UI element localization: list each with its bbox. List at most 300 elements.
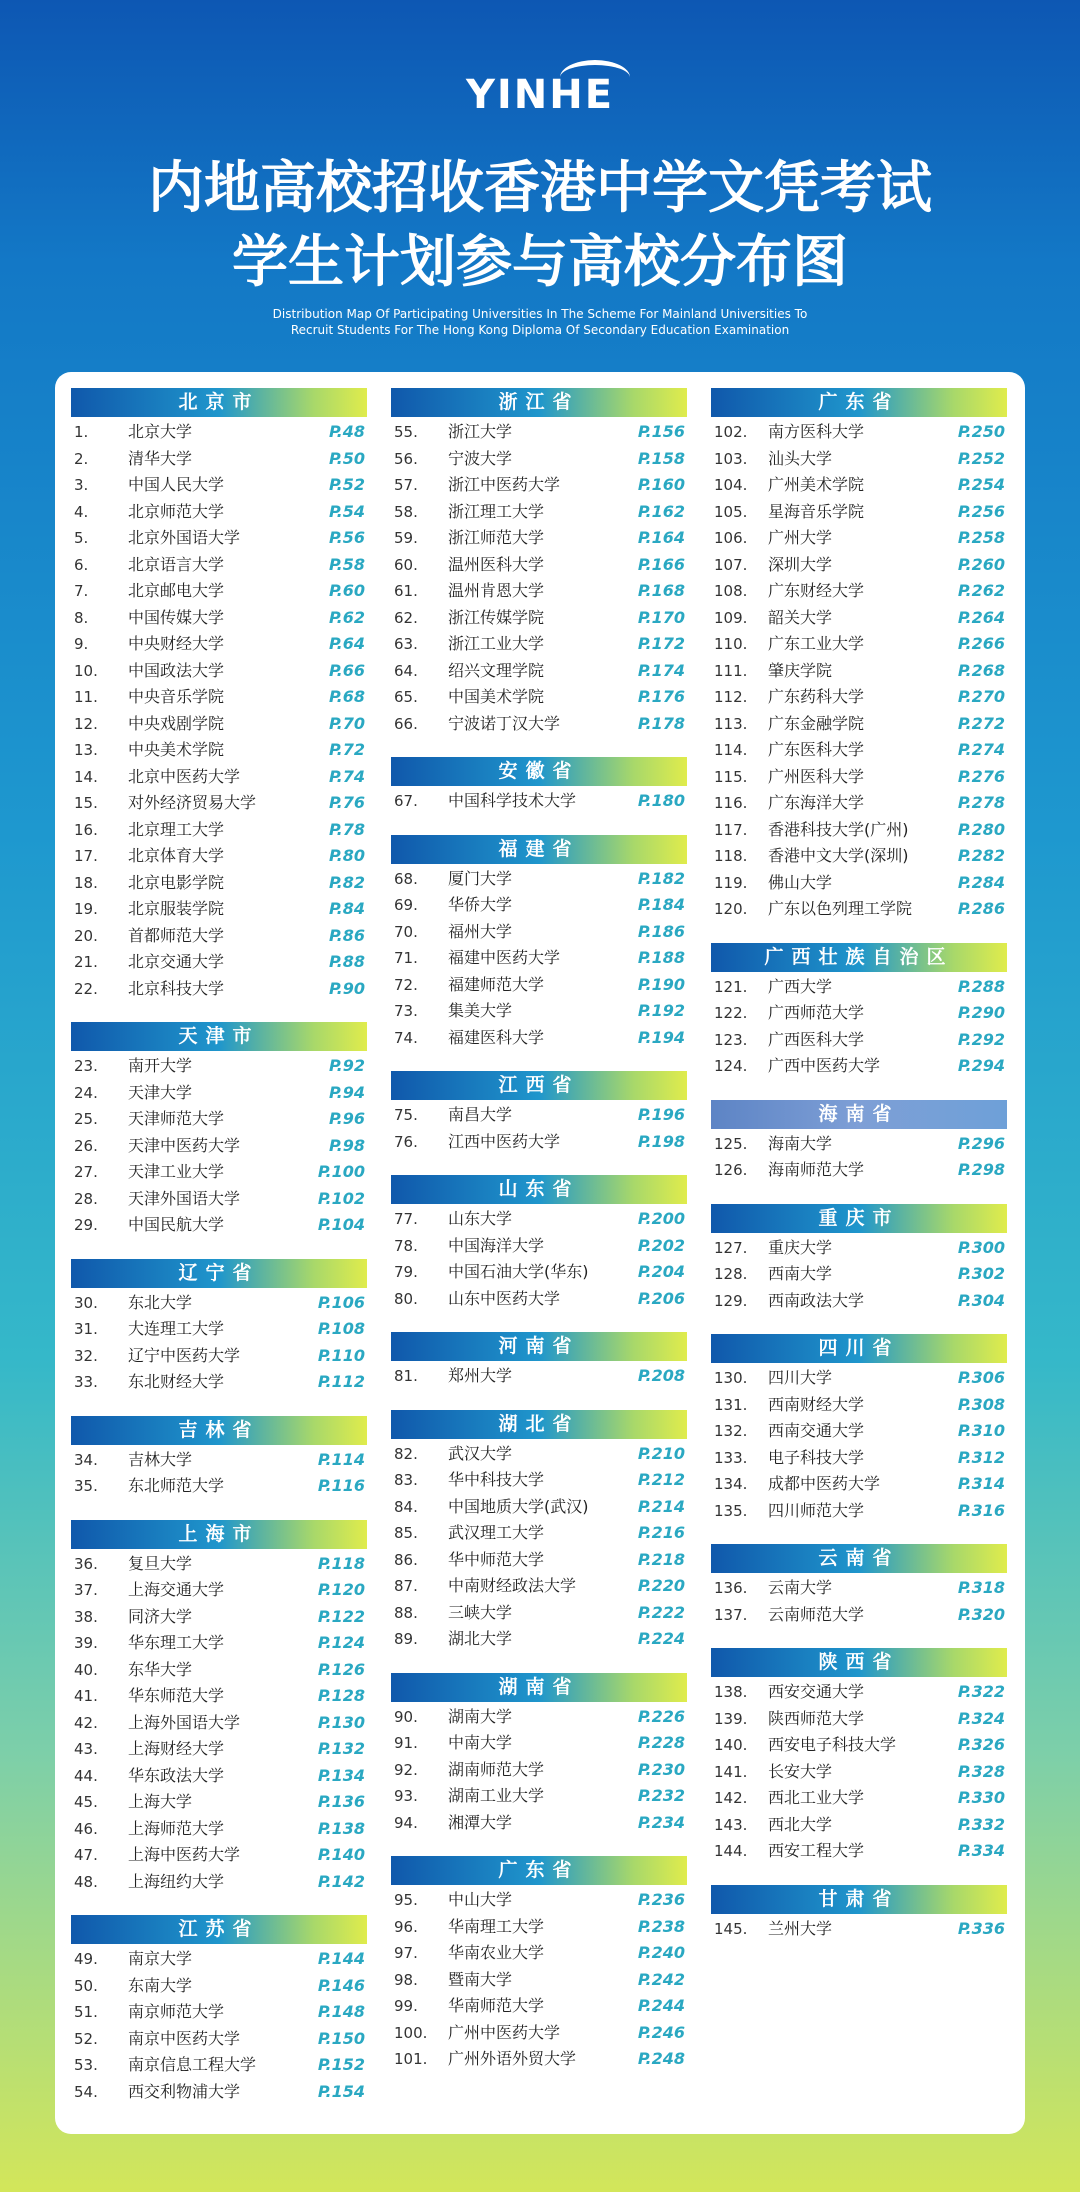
list-item-page: P.216 [637,1523,685,1542]
list-item-name: 成都中医药大学 [768,1474,881,1493]
region-section [71,1915,367,2105]
list-item-number: 140. [714,1736,748,1754]
list-item-page: P.250 [957,422,1005,441]
list-item [71,1053,367,1080]
list-item [711,552,1007,579]
list-item-name: 福建医科大学 [448,1027,545,1047]
list-item [391,1259,687,1286]
list-item [711,1392,1007,1419]
list-item-page: P.256 [957,501,1005,521]
list-item [711,1471,1007,1498]
list-item-number: 29. [74,1216,98,1234]
list-item-page: P.184 [637,895,685,914]
list-item-name: 云南大学 [768,1578,833,1597]
list-item [711,764,1007,791]
list-item-page: P.84 [329,899,365,918]
list-item-name: 广州大学 [768,528,833,547]
list-item [711,684,1007,711]
list-item-number: 103. [714,449,748,468]
list-item-number: 126. [714,1161,748,1179]
list-item [71,1657,367,1684]
list-item [711,896,1007,923]
list-item [71,1604,367,1631]
list-item [391,1940,687,1967]
list-item-page: P.294 [957,1056,1005,1075]
list-item [71,684,367,711]
region-section [711,943,1007,1080]
list-item [71,1473,367,1500]
list-item-name: 华东师范大学 [128,1686,225,1705]
list-item [71,2079,367,2106]
list-item-number: 62. [394,608,418,627]
list-item-page: P.122 [317,1606,365,1626]
list-item-name: 华中科技大学 [448,1470,545,1489]
region-section [71,1520,367,1896]
list-item [711,1000,1007,1027]
list-item-number: 118. [714,847,748,865]
list-item-number: 1. [74,423,89,441]
list-item-page: P.164 [637,528,685,547]
list-item-page: P.156 [637,422,685,441]
list-item-number: 5. [74,529,89,547]
list-item-name: 北京交通大学 [128,952,225,971]
list-item [391,1129,687,1156]
list-item-number: 101. [394,2050,428,2068]
region-header: 江西省 [391,1071,687,1100]
list-item-name: 南京大学 [128,1949,193,1968]
list-item [391,972,687,999]
list-item-number: 25. [74,1110,98,1128]
list-item-name: 武汉大学 [448,1443,513,1463]
list-item-page: P.270 [957,687,1005,706]
region-section [391,388,687,737]
university-list [71,1445,367,1500]
list-item-number: 81. [394,1367,418,1385]
list-item-name: 陕西师范大学 [768,1708,865,1728]
list-item [71,790,367,817]
list-item-number: 15. [74,794,98,812]
list-item-page: P.78 [329,819,365,839]
list-item-name: 广东金融学院 [768,713,865,733]
list-item-page: P.152 [317,2055,365,2074]
list-item-number: 114. [714,741,748,759]
list-item-name: 华侨大学 [448,895,513,914]
list-item-number: 2. [74,449,89,468]
list-item [711,711,1007,738]
list-item-name: 西南交通大学 [768,1421,865,1440]
list-item-number: 119. [714,873,748,892]
list-item-name: 南昌大学 [448,1105,513,1124]
list-item-number: 92. [394,1760,418,1779]
list-item [71,949,367,976]
list-item-number: 31. [74,1320,98,1338]
list-item [71,1869,367,1896]
list-item-page: P.114 [317,1449,365,1469]
list-item-number: 71. [394,949,418,967]
list-item [71,737,367,764]
list-item-name: 山东中医药大学 [448,1288,561,1308]
list-item [391,552,687,579]
list-item [71,605,367,632]
list-item-page: P.144 [317,1949,365,1968]
list-item-number: 56. [394,449,418,468]
list-item-number: 111. [714,661,748,680]
list-item-page: P.298 [957,1160,1005,1179]
list-item-number: 93. [394,1787,418,1805]
list-item-number: 128. [714,1265,748,1283]
list-item-number: 8. [74,608,89,627]
list-item [391,419,687,446]
list-item [711,578,1007,605]
list-item [711,446,1007,473]
region-section [711,388,1007,923]
list-item-page: P.166 [637,554,685,574]
list-item [391,1025,687,1052]
list-item-number: 11. [74,688,98,706]
logo [0,72,1080,118]
list-item-page: P.128 [317,1686,365,1705]
list-item [391,2020,687,2047]
list-item-number: 120. [714,900,748,918]
list-item-page: P.206 [637,1288,685,1308]
list-item-name: 中南大学 [448,1733,513,1752]
list-item-page: P.162 [637,501,685,521]
list-item-name: 中国民航大学 [128,1215,225,1234]
list-item [711,790,1007,817]
list-item [71,1186,367,1213]
column-2 [391,388,687,2093]
list-item-page: P.278 [957,793,1005,812]
list-item-name: 南开大学 [128,1056,193,1075]
list-item-page: P.178 [637,713,685,733]
list-item-page: P.284 [957,872,1005,892]
list-item-name: 西南政法大学 [768,1290,865,1310]
list-item-number: 85. [394,1524,418,1542]
list-item-name: 星海音乐学院 [768,501,865,521]
region-header: 广西壮族自治区 [711,943,1007,972]
list-item [71,1816,367,1843]
list-item-number: 79. [394,1263,418,1281]
list-item-number: 95. [394,1891,418,1909]
list-item-name: 南京师范大学 [128,2002,225,2021]
list-item-name: 北京中医药大学 [128,766,241,786]
list-item-number: 123. [714,1030,748,1049]
list-item-name: 深圳大学 [768,554,833,574]
list-item [71,525,367,552]
list-item [711,1157,1007,1184]
university-list [71,1549,367,1896]
list-item-page: P.148 [317,2002,365,2021]
list-item-number: 6. [74,555,89,574]
university-list [711,1233,1007,1315]
list-item-name: 湖北大学 [448,1629,513,1648]
list-item-number: 24. [74,1083,98,1102]
list-item-page: P.108 [317,1319,365,1338]
list-item-page: P.228 [637,1733,685,1752]
list-item-name: 中山大学 [448,1890,513,1909]
list-item-name: 上海纽约大学 [128,1871,225,1891]
list-item-page: P.238 [637,1916,685,1936]
subtitle-line-1: Distribution Map Of Participating Universities In The Scheme For Mainland Universities To [272,307,808,321]
list-item [391,945,687,972]
list-item [71,764,367,791]
list-item-name: 云南师范大学 [768,1604,865,1624]
list-item-name: 湖南大学 [448,1706,513,1726]
list-item-page: P.190 [637,974,685,994]
list-item-name: 清华大学 [128,448,193,468]
list-item-number: 86. [394,1550,418,1569]
list-item-number: 105. [714,502,748,521]
list-item-page: P.312 [957,1447,1005,1467]
list-item-page: P.244 [637,1996,685,2015]
list-item [71,1551,367,1578]
list-item [711,1235,1007,1262]
list-item [71,2026,367,2053]
column-3 [711,388,1007,1962]
list-item-name: 华南理工大学 [448,1916,545,1936]
list-item [71,1316,367,1343]
list-item [391,1993,687,2020]
list-item-page: P.94 [329,1082,365,1102]
list-item-number: 58. [394,502,418,521]
list-item-name: 集美大学 [448,1001,513,1020]
list-item [71,1842,367,1869]
list-item-name: 兰州大学 [768,1918,833,1938]
list-item-page: P.160 [637,475,685,494]
list-item-name: 中国人民大学 [128,475,225,494]
list-item-number: 72. [394,975,418,994]
list-item-name: 广州中医药大学 [448,2022,561,2042]
list-item [391,711,687,738]
region-header: 天津市 [71,1022,367,1051]
list-item-number: 124. [714,1057,748,1075]
list-item-name: 四川师范大学 [768,1500,865,1520]
list-item-name: 中国传媒大学 [128,607,225,627]
list-item-name: 首都师范大学 [128,925,225,945]
list-item-name: 湖南师范大学 [448,1759,545,1779]
list-item-number: 144. [714,1842,748,1860]
list-item-number: 57. [394,476,418,494]
region-section [711,1204,1007,1315]
list-item-page: P.102 [317,1188,365,1208]
list-item-number: 14. [74,767,98,786]
list-item-page: P.306 [957,1368,1005,1387]
list-item-page: P.218 [637,1549,685,1569]
list-item-page: P.130 [317,1712,365,1732]
list-item-page: P.296 [957,1133,1005,1153]
list-item-number: 83. [394,1471,418,1489]
region-section [711,1334,1007,1524]
list-item [711,1027,1007,1054]
list-item-number: 73. [394,1002,418,1020]
list-item-number: 112. [714,688,748,706]
list-item-number: 139. [714,1709,748,1728]
list-item-name: 长安大学 [768,1761,833,1781]
list-item [711,1759,1007,1786]
list-item-name: 北京科技大学 [128,978,225,998]
list-item-name: 西北大学 [768,1814,833,1834]
list-item-name: 中央财经大学 [128,634,225,653]
list-item-number: 42. [74,1713,98,1732]
list-item-name: 天津外国语大学 [128,1188,241,1208]
list-item [71,499,367,526]
list-item-name: 东南大学 [128,1975,193,1995]
region-header: 辽宁省 [71,1259,367,1288]
list-item-name: 辽宁中医药大学 [128,1345,241,1365]
list-item-number: 136. [714,1579,748,1597]
university-list [71,1288,367,1396]
list-item [71,658,367,685]
list-item-page: P.74 [329,766,365,786]
list-item-page: P.134 [317,1765,365,1785]
list-item-name: 中央戏剧学院 [128,713,225,733]
list-item-page: P.268 [957,660,1005,680]
list-item-number: 142. [714,1789,748,1807]
list-item-number: 102. [714,423,748,441]
list-item-page: P.90 [329,978,365,998]
list-item-page: P.198 [637,1131,685,1151]
list-item [391,684,687,711]
list-item [71,1789,367,1816]
list-item [391,499,687,526]
list-item [391,1573,687,1600]
list-item-number: 30. [74,1293,98,1312]
list-item [391,605,687,632]
list-item-page: P.324 [957,1708,1005,1728]
list-item [391,1626,687,1653]
list-item-number: 115. [714,767,748,786]
list-item-number: 130. [714,1369,748,1387]
list-item-name: 汕头大学 [768,448,833,468]
list-item [711,1679,1007,1706]
list-item-page: P.214 [637,1496,685,1516]
list-item-name: 同济大学 [128,1606,193,1626]
list-item-name: 中国政法大学 [128,660,225,680]
region-header: 云南省 [711,1544,1007,1573]
list-item [391,658,687,685]
list-item-number: 77. [394,1210,418,1228]
list-item [391,631,687,658]
list-item-page: P.140 [317,1845,365,1864]
list-item [71,578,367,605]
list-item-page: P.322 [957,1682,1005,1701]
region-section [71,1022,367,1239]
list-item-number: 135. [714,1501,748,1520]
list-item [71,711,367,738]
list-item-name: 三峡大学 [448,1602,513,1622]
list-item-number: 104. [714,476,748,494]
list-item-number: 122. [714,1004,748,1022]
list-item-number: 141. [714,1762,748,1781]
university-list [711,1573,1007,1628]
list-item-number: 78. [394,1236,418,1255]
region-header: 陕西省 [711,1648,1007,1677]
list-item-page: P.336 [957,1918,1005,1938]
list-item-page: P.112 [317,1372,365,1391]
list-item [71,896,367,923]
logo-swoosh-icon [560,60,630,95]
list-item-number: 107. [714,555,748,574]
list-item [391,1233,687,1260]
list-item-name: 广州外语外贸大学 [448,2049,577,2068]
list-item-page: P.132 [317,1739,365,1758]
list-item [71,446,367,473]
list-item-name: 上海交通大学 [128,1580,225,1599]
list-item-page: P.234 [637,1812,685,1832]
list-item-name: 西安交通大学 [768,1682,865,1701]
list-item [391,1757,687,1784]
list-item-number: 70. [394,922,418,941]
list-item-name: 肇庆学院 [768,660,833,680]
list-item-name: 中国海洋大学 [448,1235,545,1255]
list-item-number: 54. [74,2082,98,2101]
list-item-name: 厦门大学 [448,868,513,888]
list-item-number: 138. [714,1683,748,1701]
list-item-page: P.64 [329,634,365,653]
university-list [711,1363,1007,1524]
list-item-name: 吉林大学 [128,1449,193,1469]
list-item-name: 东北师范大学 [128,1476,225,1495]
list-item [711,525,1007,552]
list-item-name: 香港中文大学(深圳) [768,846,909,865]
list-item-number: 10. [74,661,98,680]
list-item [391,866,687,893]
page-title [0,152,1080,300]
list-item-number: 63. [394,635,418,653]
region-header: 北京市 [71,388,367,417]
list-item-name: 上海师范大学 [128,1818,225,1838]
title-line-2: 学生计划参与高校分布图 [232,230,848,295]
university-list [711,972,1007,1080]
list-item [391,1363,687,1390]
list-item-number: 94. [394,1813,418,1832]
list-item-name: 华东政法大学 [128,1765,225,1785]
list-item-number: 46. [74,1819,98,1838]
list-item-name: 北京体育大学 [128,846,225,865]
list-item [711,737,1007,764]
list-item-number: 3. [74,476,89,494]
university-list [71,1944,367,2105]
university-list [71,1051,367,1239]
list-item [391,1441,687,1468]
list-item-number: 4. [74,502,89,521]
list-item-name: 香港科技大学(广州) [768,819,909,839]
list-item-name: 韶关大学 [768,607,833,627]
list-item-page: P.170 [637,607,685,627]
region-section [391,1856,687,2073]
list-item-number: 35. [74,1477,98,1495]
list-item-number: 17. [74,847,98,865]
list-item-page: P.300 [957,1237,1005,1257]
list-item-number: 47. [74,1846,98,1864]
list-item [71,1763,367,1790]
list-item-page: P.266 [957,634,1005,653]
list-item-page: P.66 [329,660,365,680]
list-item [391,2046,687,2073]
list-item-name: 上海大学 [128,1792,193,1811]
university-list [391,1361,687,1390]
list-item-name: 浙江师范大学 [448,528,545,547]
list-item [391,1547,687,1574]
list-item-name: 武汉理工大学 [448,1523,545,1542]
list-item-number: 75. [394,1106,418,1124]
list-item-name: 广东工业大学 [768,634,865,653]
list-item-number: 41. [74,1687,98,1705]
list-item-page: P.104 [317,1215,365,1234]
list-item-name: 暨南大学 [448,1969,513,1989]
list-item [711,1053,1007,1080]
list-item-page: P.154 [317,2081,365,2101]
